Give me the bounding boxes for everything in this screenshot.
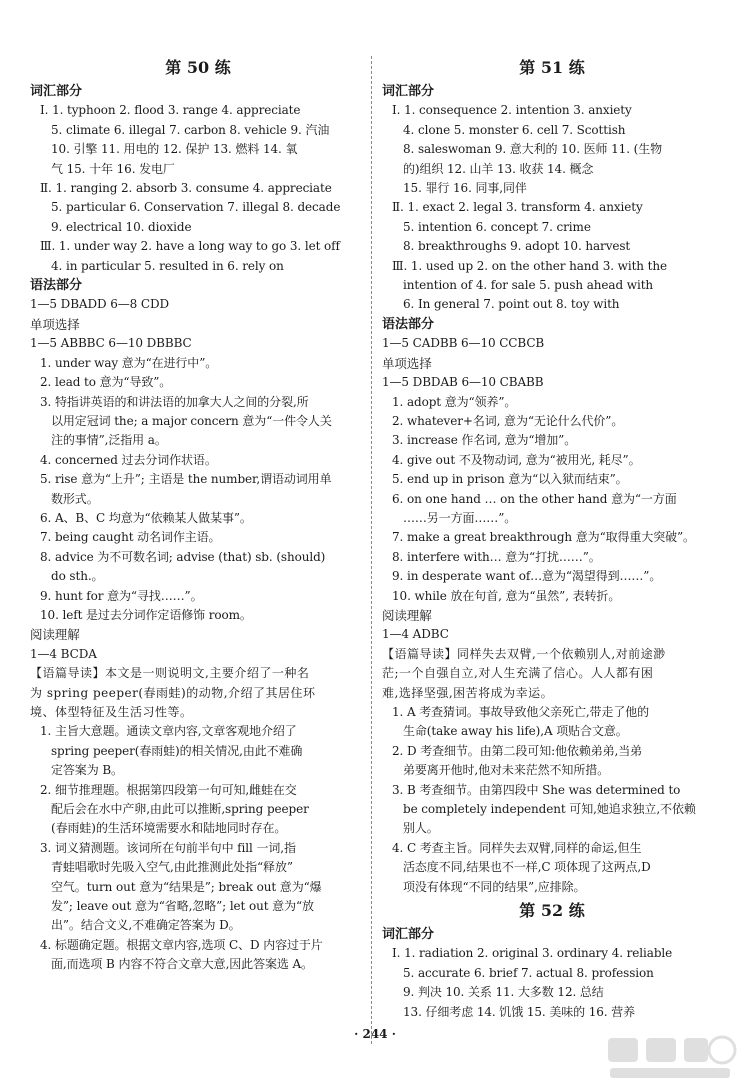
answer-line: Ⅰ. 1. radiation 2. original 3. ordinary 4. reliable <box>392 946 673 961</box>
answer-line: 8. breakthroughs 9. adopt 10. harvest <box>403 239 631 254</box>
exercise-51-answers <box>382 82 722 897</box>
answer-line: 4. in particular 5. resulted in 6. rely on <box>51 258 284 273</box>
answer-line: 3. 词义猜测题。该词所在句前半句中 fill 一词,指 <box>40 840 296 855</box>
answer-line: 活态度不同,结果也不一样,C 项体现了这两点,D <box>403 860 651 875</box>
exercise-51-title: 第 51 练 <box>519 58 585 77</box>
answer-line: 生命(take away his life),A 项贴合文意。 <box>403 724 628 739</box>
answer-line: 6. A、B、C 均意为“依赖某人做某事”。 <box>40 510 252 525</box>
answer-line: 数形式。 <box>51 491 99 506</box>
answer-line: 定答案为 B。 <box>51 763 123 778</box>
exercise-50-answers <box>30 82 366 975</box>
answer-line: 10. left 是过去分词作定语修饰 room。 <box>40 607 252 622</box>
answer-line: 4. C 考查主旨。同样失去双臂,同样的命运,但生 <box>392 840 642 855</box>
subsection-label: 阅读理解 <box>382 607 432 623</box>
answer-line: 1. 主旨大意题。通读文章内容,文章客观地介绍了 <box>40 724 297 739</box>
answer-line: 弟要离开他时,他对未来茫然不知所措。 <box>403 763 610 778</box>
answer-line: 7. make a great breakthrough 意为“取得重大突破”。 <box>392 530 695 545</box>
answer-line: 1. under way 意为“在进行中”。 <box>40 355 218 370</box>
section-heading: 语法部分 <box>382 316 435 332</box>
answer-line: 5. climate 6. illegal 7. carbon 8. vehicle 9. 汽油 <box>51 122 330 137</box>
right-column <box>382 52 722 1022</box>
answer-line: 1—5 ABBBC 6—10 DBBBC <box>30 336 192 351</box>
answer-line: 1. adopt 意为“领养”。 <box>392 394 517 409</box>
section-heading: 词汇部分 <box>382 927 435 943</box>
answer-line: 9. 判决 10. 关系 11. 大多数 12. 总结 <box>403 985 604 1000</box>
answer-line: 15. 罪行 16. 同事,同伴 <box>403 181 527 196</box>
exercise-50-title: 第 50 练 <box>165 58 231 77</box>
answer-line: Ⅱ. 1. ranging 2. absorb 3. consume 4. appreciate <box>40 181 332 196</box>
answer-line: Ⅲ. 1. under way 2. have a long way to go 3. let off <box>40 239 340 254</box>
answer-line: 项没有体现“不同的结果”,应排除。 <box>403 879 586 894</box>
exercise-52-title: 第 52 练 <box>519 901 585 921</box>
answer-line: 出”。结合文义,不难确定答案为 D。 <box>51 918 241 933</box>
answer-line: 9. hunt for 意为“寻找……”。 <box>40 588 203 603</box>
answer-line: (春雨蛙)的生活环境需要水和陆地同时存在。 <box>51 821 287 836</box>
answer-line: 发”; leave out 意为“省略,忽略”; let out 意为“放 <box>51 899 314 914</box>
answer-line: 青蛙唱歌时先吸入空气,由此推测此处指“释放” <box>51 860 293 875</box>
answer-line: 5. accurate 6. brief 7. actual 8. profession <box>403 965 654 980</box>
answer-line: 8. advice 为不可数名词; advise (that) sb. (should) <box>40 549 326 564</box>
answer-line: 以用定冠词 the; a major concern 意为“一件令人关 <box>51 413 332 428</box>
answer-line: 5. end up in prison 意为“以入狱而结束”。 <box>392 472 628 487</box>
answer-line: 4. give out 不及物动词, 意为“被用光, 耗尽”。 <box>392 452 641 467</box>
answer-line: 面,而选项 B 内容不符合文章大意,因此答案选 A。 <box>51 957 313 972</box>
answer-line: 1—5 DBADD 6—8 CDD <box>30 297 170 312</box>
page-number: · 244 · <box>354 1027 396 1041</box>
answer-line: 1—4 BCDA <box>30 646 97 661</box>
answer-line: 5. rise 意为“上升”; 主语是 the number,谓语动词用单 <box>40 472 332 487</box>
answer-line: 13. 仔细考虑 14. 饥饿 15. 美味的 16. 营养 <box>403 1004 636 1019</box>
exercise-52-answers <box>382 925 722 1022</box>
section-heading: 词汇部分 <box>382 84 435 99</box>
answer-line: 10. while 放在句首, 意为“虽然”, 表转折。 <box>392 588 621 603</box>
subsection-label: 单项选择 <box>30 316 80 332</box>
answer-line: 2. whatever+名词, 意为“无论什么代价”。 <box>392 413 624 428</box>
subsection-label: 阅读理解 <box>30 627 80 643</box>
answer-line: 8. saleswoman 9. 意大利的 10. 医师 11. (生物 <box>403 142 663 157</box>
reading-guide-line: 茫;一个自强自立,对人生充满了信心。人人都有困 <box>382 666 654 681</box>
answer-line: 3. 特指讲英语的和讲法语的加拿大人之间的分裂,所 <box>40 394 309 409</box>
reading-guide-line: 为 spring peeper(春雨蛙)的动物,介绍了其居住环 <box>30 685 316 700</box>
answer-line: 7. being caught 动名词作主语。 <box>40 530 221 545</box>
subsection-label: 单项选择 <box>382 355 432 371</box>
section-heading: 语法部分 <box>30 278 83 294</box>
answer-line: 1—5 CADBB 6—10 CCBCB <box>382 336 545 351</box>
answer-line: 2. 细节推理题。根据第四段第一句可知,雌蛙在交 <box>40 782 297 797</box>
reading-guide-line: 境、体型特征及生活习性等。 <box>30 705 193 719</box>
answer-line: Ⅱ. 1. exact 2. legal 3. transform 4. anxiety <box>392 200 643 215</box>
answer-line: Ⅰ. 1. consequence 2. intention 3. anxiety <box>392 103 632 118</box>
reading-guide-line: 难,选择坚强,困苦将成为幸运。 <box>382 685 554 700</box>
answer-line: 3. increase 作名词, 意为“增加”。 <box>392 433 577 448</box>
answer-line: 空气。turn out 意为“结果是”; break out 意为“爆 <box>51 879 322 894</box>
answer-line: 气 15. 十年 16. 发电厂 <box>51 161 175 176</box>
answer-line: 4. clone 5. monster 6. cell 7. Scottish <box>403 122 626 137</box>
section-heading: 词汇部分 <box>30 84 83 99</box>
answer-line: intention of 4. for sale 5. push ahead with <box>403 278 654 293</box>
answer-line: 8. interfere with… 意为“打扰……”。 <box>392 549 601 564</box>
answer-line: 5. particular 6. Conservation 7. illegal 8. decade <box>51 200 341 215</box>
answer-line: 配后会在水中产卵,由此可以推断,spring peeper <box>51 802 309 817</box>
answer-line: Ⅲ. 1. used up 2. on the other hand 3. with the <box>392 258 667 273</box>
watermark-logo <box>600 1032 740 1082</box>
left-column <box>30 52 366 975</box>
answer-line: 10. 引擎 11. 用电的 12. 保护 13. 燃料 14. 氧 <box>51 142 298 157</box>
answer-line: 别人。 <box>403 821 439 836</box>
answer-line: 3. B 考查细节。由第四段中 She was determined to <box>392 782 681 797</box>
answer-line: 9. electrical 10. dioxide <box>51 219 192 234</box>
answer-line: 4. 标题确定题。根据文章内容,选项 C、D 内容过于片 <box>40 937 323 952</box>
answer-line: do sth.。 <box>51 569 104 584</box>
answer-line: 6. on one hand … on the other hand 意为“一方面 <box>392 491 677 506</box>
answer-line: 2. D 考查细节。由第二段可知:他依赖弟弟,当弟 <box>392 743 643 758</box>
answer-line: 9. in desperate want of…意为“渴望得到……”。 <box>392 569 662 584</box>
reading-guide-line: 【语篇导读】本文是一则说明文,主要介绍了一种名 <box>30 666 310 681</box>
answer-line: 6. In general 7. point out 8. toy with <box>403 297 620 312</box>
answer-line: 1—5 DBDAB 6—10 CBABB <box>382 375 544 390</box>
answer-line: spring peeper(春雨蛙)的相关情况,由此不难确 <box>51 743 303 758</box>
answer-line: be completely independent 可知,她追求独立,不依赖 <box>403 802 696 817</box>
answer-line: 注的事情”,泛指用 a。 <box>51 433 167 448</box>
column-divider <box>371 56 372 1044</box>
answer-line: 1—4 ADBC <box>382 627 449 642</box>
answer-line: ……另一方面……”。 <box>403 510 517 525</box>
reading-guide-line: 【语篇导读】同样失去双臂,一个依赖别人,对前途渺 <box>382 646 666 661</box>
answer-line: 5. intention 6. concept 7. crime <box>403 219 591 234</box>
answer-line: Ⅰ. 1. typhoon 2. flood 3. range 4. appreciate <box>40 103 301 118</box>
answer-line: 1. A 考查猜词。事故导致他父亲死亡,带走了他的 <box>392 705 650 719</box>
answer-line: 4. concerned 过去分词作状语。 <box>40 452 217 467</box>
answer-line: 的)组织 12. 山羊 13. 收获 14. 概念 <box>403 161 594 176</box>
answer-line: 2. lead to 意为“导致”。 <box>40 375 172 390</box>
